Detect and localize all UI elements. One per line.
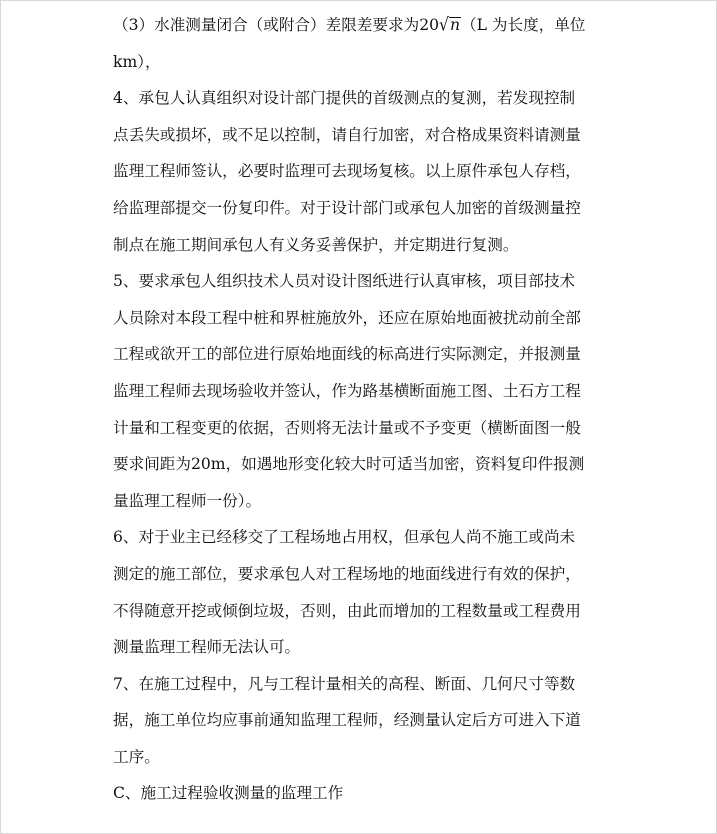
- text-line-9: 人员除对本段工程中桩和界桩施放外，还应在原始地面被扰动前全部: [113, 308, 581, 327]
- text-line-19: 7、在施工过程中，凡与工程计量相关的高程、断面、几何尺寸等数: [113, 674, 576, 693]
- text-line-7: 制点在施工期间承包人有义务妥善保护，并定期进行复测。: [113, 235, 519, 254]
- sqrt-n-formula: [439, 7, 461, 44]
- text-line-17: 不得随意开挖或倾倒垃圾，否则，由此而增加的工程数量或工程费用: [113, 601, 581, 620]
- text-segment: （L 为长度，单位: [461, 16, 586, 34]
- text-line-20: 据，施工单位均应事前通知监理工程师，经测量认定后方可进入下道: [113, 711, 581, 730]
- text-line-12: 计量和工程变更的依据，否则将无法计量或不予变更（横断面图一般: [113, 418, 581, 437]
- text-line-21: 工序。: [113, 747, 160, 766]
- text-line-10: 工程或欲开工的部位进行原始地面线的标高进行实际测定，并报测量: [113, 345, 581, 364]
- text-line-4: 点丢失或损坏，或不足以控制，请自行加密，对合格成果资料请测量: [113, 125, 581, 144]
- text-line-16: 测定的施工部位，要求承包人对工程场地的地面线进行有效的保护，: [113, 564, 581, 583]
- text-line-11: 监理工程师去现场验收并签认，作为路基横断面施工图、土石方工程: [113, 381, 581, 400]
- text-line-1: [113, 7, 613, 44]
- text-segment: （3）水准测量闭合（或附合）差限差要求为20: [113, 16, 440, 34]
- document-body: [113, 7, 613, 812]
- text-line-2: km），: [113, 52, 161, 71]
- section-heading-c: C、施工过程验收测量的监理工作: [113, 784, 344, 803]
- text-line-6: 给监理部提交一份复印件。对于设计部门或承包人加密的首级测量控: [113, 198, 581, 217]
- radicand: n: [449, 16, 461, 34]
- text-line-8: 5、要求承包人组织技术人员对设计图纸进行认真审核，项目部技术: [113, 272, 576, 291]
- radical-sign: √: [439, 14, 449, 36]
- text-line-5: 监理工程师签认，必要时监理可去现场复核。以上原件承包人存档，: [113, 162, 581, 181]
- text-line-14: 量监理工程师一份）。: [113, 491, 262, 510]
- text-line-18: 测量监理工程师无法认可。: [113, 638, 301, 657]
- text-line-3: 4、承包人认真组织对设计部门提供的首级测点的复测，若发现控制: [113, 89, 576, 108]
- text-line-13: 要求间距为20m，如遇地形变化较大时可适当加密，资料复印件报测: [113, 455, 585, 474]
- text-line-15: 6、对于业主已经移交了工程场地占用权，但承包人尚不施工或尚未: [113, 528, 576, 547]
